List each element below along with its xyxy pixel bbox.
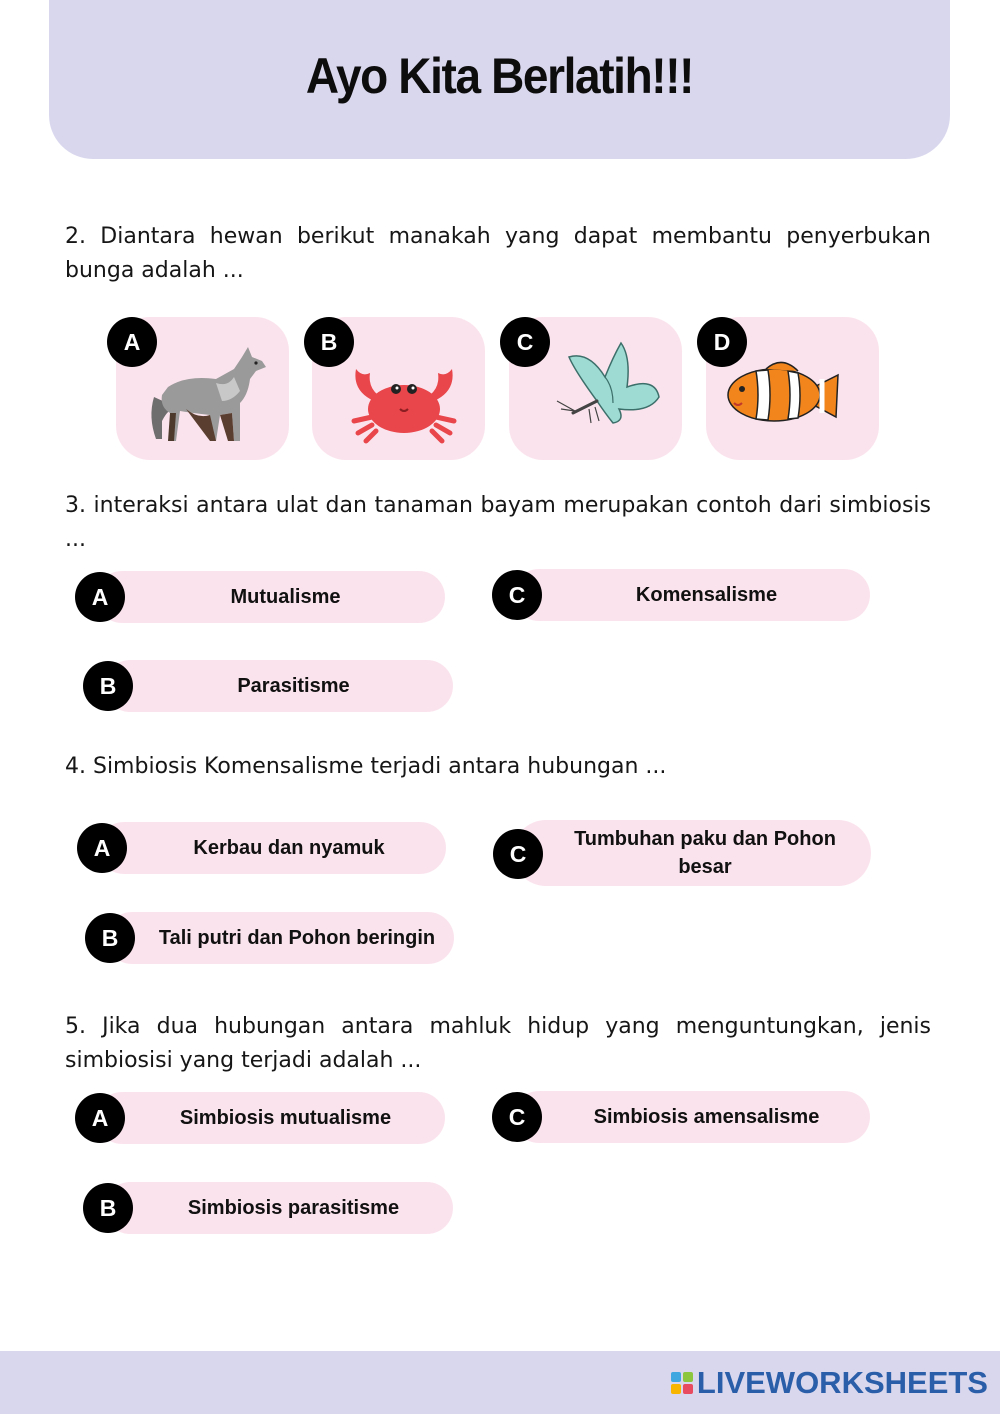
q2-option-b-badge[interactable]: B (304, 317, 354, 367)
brand-name: LIVEWORKSHEETS (696, 1365, 988, 1400)
q2-option-c-badge[interactable]: C (500, 317, 550, 367)
q3-option-b[interactable]: Parasitisme (104, 660, 453, 712)
q2-option-d-badge[interactable]: D (697, 317, 747, 367)
logo-square-l (671, 1372, 681, 1382)
liveworksheets-logo-icon (671, 1372, 693, 1394)
question-5-text: 5. Jika dua hubungan antara mahluk hidup yang menguntungkan, jenis simbiosisi yang terjadi adalah ... (65, 1014, 931, 1073)
logo-square-i (683, 1372, 693, 1382)
question-3-text: 3. interaksi antara ulat dan tanaman bayam merupakan contoh dari simbiosis ... (65, 493, 931, 552)
q3-option-a[interactable]: Mutualisme (96, 571, 445, 623)
q3-option-a-badge[interactable]: A (75, 572, 125, 622)
footer-bar (0, 1351, 1000, 1414)
q2-option-a-badge[interactable]: A (107, 317, 157, 367)
logo-square-v (671, 1384, 681, 1394)
title-banner (49, 0, 950, 159)
question-4-text: 4. Simbiosis Komensalisme terjadi antara hubungan ... (65, 754, 667, 779)
q3-option-b-badge[interactable]: B (83, 661, 133, 711)
q4-option-a[interactable]: Kerbau dan nyamuk (98, 822, 446, 874)
q3-option-c-badge[interactable]: C (492, 570, 542, 620)
page-title: Ayo Kita Berlatih!!! (305, 47, 694, 104)
q4-option-b-badge[interactable]: B (85, 913, 135, 963)
q4-option-c[interactable]: Tumbuhan paku dan Pohon besar (513, 820, 871, 886)
q5-option-a[interactable]: Simbiosis mutualisme (96, 1092, 445, 1144)
logo-square-e (683, 1384, 693, 1394)
q4-option-c-badge[interactable]: C (493, 829, 543, 879)
q4-option-a-badge[interactable]: A (77, 823, 127, 873)
q4-option-b[interactable]: Tali putri dan Pohon beringin (106, 912, 454, 964)
q5-option-a-badge[interactable]: A (75, 1093, 125, 1143)
q5-option-b-badge[interactable]: B (83, 1183, 133, 1233)
q3-option-c[interactable]: Komensalisme (513, 569, 870, 621)
question-2-text: 2. Diantara hewan berikut manakah yang dapat membantu penyerbukan bunga adalah ... (65, 224, 931, 283)
q5-option-c-badge[interactable]: C (492, 1092, 542, 1142)
q5-option-c[interactable]: Simbiosis amensalisme (513, 1091, 870, 1143)
liveworksheets-brand[interactable] (671, 1365, 988, 1401)
q5-option-b[interactable]: Simbiosis parasitisme (104, 1182, 453, 1234)
